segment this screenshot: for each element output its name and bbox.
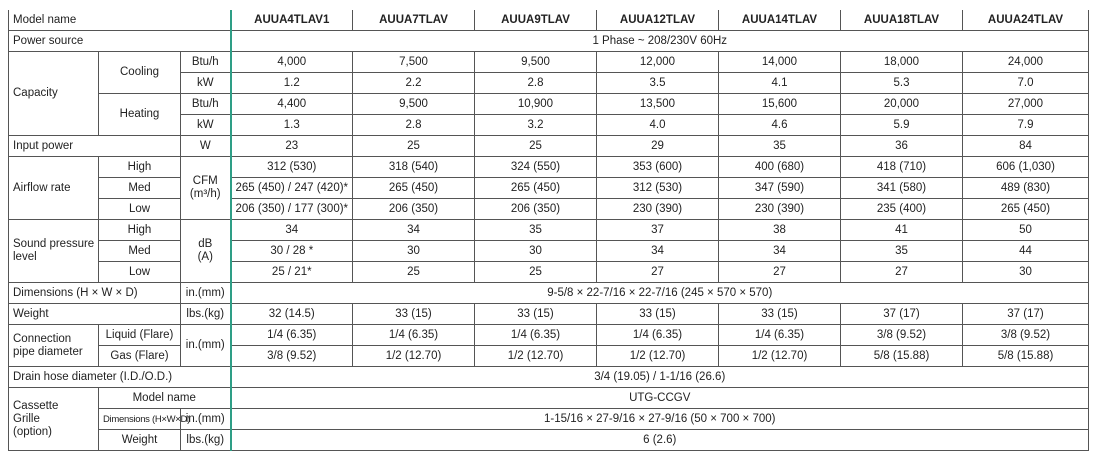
table-cell: 1/2 (12.70) xyxy=(597,346,719,367)
liquid-label: Liquid (Flare) xyxy=(99,325,181,346)
heating-btu-row xyxy=(9,94,1089,115)
power-source-value: 1 Phase ~ 208/230V 60Hz xyxy=(231,31,1089,52)
table-cell: 265 (450) / 247 (420)* xyxy=(231,178,353,199)
sound-label-line2: level xyxy=(13,251,37,263)
table-cell: 1/4 (6.35) xyxy=(719,325,841,346)
table-cell: 1/4 (6.35) xyxy=(475,325,597,346)
table-cell: 12,000 xyxy=(597,52,719,73)
table-cell: 3/8 (9.52) xyxy=(841,325,963,346)
unit-cell: Btu/h xyxy=(181,94,231,115)
cooling-btu-row xyxy=(9,52,1089,73)
table-cell: 33 (15) xyxy=(475,304,597,325)
drain-label: Drain hose diameter (I.D./O.D.) xyxy=(9,367,231,388)
table-cell: 25 xyxy=(353,136,475,157)
table-cell: 20,000 xyxy=(841,94,963,115)
table-cell: 36 xyxy=(841,136,963,157)
table-cell: 265 (450) xyxy=(475,178,597,199)
grille-dimensions-label: Dimensions (H×W×D) xyxy=(99,409,181,430)
table-cell: 341 (580) xyxy=(841,178,963,199)
table-cell: 5.9 xyxy=(841,115,963,136)
airflow-unit-bottom: (m³/h) xyxy=(189,188,221,200)
dimensions-label: Dimensions (H × W × D) xyxy=(9,283,181,304)
grille-model-row xyxy=(9,388,1089,409)
table-cell: 35 xyxy=(475,220,597,241)
grille-label-line1: Cassette xyxy=(13,399,59,412)
dimensions-value: 9-5/8 × 22-7/16 × 22-7/16 (245 × 570 × 570) xyxy=(231,283,1089,304)
table-cell: 9,500 xyxy=(353,94,475,115)
table-cell: 30 xyxy=(353,241,475,262)
airflow-low-row xyxy=(9,199,1089,220)
table-cell: 230 (390) xyxy=(597,199,719,220)
table-cell: 27 xyxy=(841,262,963,283)
table-cell: 27,000 xyxy=(963,94,1089,115)
table-cell: 34 xyxy=(231,220,353,241)
drain-row xyxy=(9,367,1089,388)
table-cell: 3.2 xyxy=(475,115,597,136)
airflow-unit xyxy=(181,157,231,220)
unit-cell: W xyxy=(181,136,231,157)
model-header: AUUA14TLAV xyxy=(719,10,841,31)
unit-cell: in.(mm) xyxy=(181,283,231,304)
table-cell: 347 (590) xyxy=(719,178,841,199)
table-cell: 1.2 xyxy=(231,73,353,94)
sound-label-line1: Sound pressure xyxy=(13,238,95,250)
table-cell: 18,000 xyxy=(841,52,963,73)
table-cell: 84 xyxy=(963,136,1089,157)
sound-unit-bottom: (A) xyxy=(197,251,213,263)
input-power-row xyxy=(9,136,1089,157)
dimensions-row xyxy=(9,283,1089,304)
table-cell: 9,500 xyxy=(475,52,597,73)
table-cell: 606 (1,030) xyxy=(963,157,1089,178)
grille-weight-label: Weight xyxy=(99,430,181,451)
table-cell: 206 (350) / 177 (300)* xyxy=(231,199,353,220)
sound-low-row xyxy=(9,262,1089,283)
table-cell: 7.0 xyxy=(963,73,1089,94)
sound-label xyxy=(9,220,99,283)
grille-model-label: Model name xyxy=(99,388,231,409)
table-cell: 33 (15) xyxy=(719,304,841,325)
table-cell: 1/2 (12.70) xyxy=(475,346,597,367)
table-cell: 1/4 (6.35) xyxy=(231,325,353,346)
cooling-label: Cooling xyxy=(99,52,181,94)
unit-cell: lbs.(kg) xyxy=(181,430,231,451)
table-cell: 318 (540) xyxy=(353,157,475,178)
airflow-high-row xyxy=(9,157,1089,178)
table-cell: 4,000 xyxy=(231,52,353,73)
unit-cell: Btu/h xyxy=(181,52,231,73)
spec-table xyxy=(8,10,1089,451)
airflow-label: Airflow rate xyxy=(9,157,99,220)
table-cell: 265 (450) xyxy=(963,199,1089,220)
table-cell: 34 xyxy=(719,241,841,262)
table-cell: 50 xyxy=(963,220,1089,241)
table-cell: 1/4 (6.35) xyxy=(353,325,475,346)
airflow-med-row xyxy=(9,178,1089,199)
grille-label-line2: Grille xyxy=(13,412,40,425)
table-cell: 34 xyxy=(597,241,719,262)
table-cell: 312 (530) xyxy=(597,178,719,199)
table-cell: 34 xyxy=(353,220,475,241)
grille-dimensions-value: 1-15/16 × 27-9/16 × 27-9/16 (50 × 700 × 700) xyxy=(231,409,1089,430)
table-cell: 24,000 xyxy=(963,52,1089,73)
table-cell: 3/8 (9.52) xyxy=(963,325,1089,346)
table-cell: 25 xyxy=(475,136,597,157)
table-cell: 38 xyxy=(719,220,841,241)
sound-med-row xyxy=(9,241,1089,262)
level-label: Low xyxy=(99,199,181,220)
sound-unit xyxy=(181,220,231,283)
level-label: High xyxy=(99,157,181,178)
connection-label-line1: Connection xyxy=(13,332,72,345)
grille-label-line3: (option) xyxy=(13,425,52,438)
table-cell: 35 xyxy=(719,136,841,157)
table-cell: 13,500 xyxy=(597,94,719,115)
table-cell: 265 (450) xyxy=(353,178,475,199)
model-header: AUUA7TLAV xyxy=(353,10,475,31)
sound-high-row xyxy=(9,220,1089,241)
model-name-label: Model name xyxy=(9,10,231,31)
connection-label-line2: pipe diameter xyxy=(13,345,83,358)
unit-cell: lbs.(kg) xyxy=(181,304,231,325)
table-cell: 25 xyxy=(475,262,597,283)
unit-cell: kW xyxy=(181,73,231,94)
table-cell: 32 (14.5) xyxy=(231,304,353,325)
gas-row xyxy=(9,346,1089,367)
table-cell: 30 xyxy=(963,262,1089,283)
liquid-row xyxy=(9,325,1089,346)
table-cell: 5/8 (15.88) xyxy=(841,346,963,367)
table-cell: 23 xyxy=(231,136,353,157)
table-cell: 5.3 xyxy=(841,73,963,94)
model-header: AUUA12TLAV xyxy=(597,10,719,31)
table-cell: 324 (550) xyxy=(475,157,597,178)
power-source-label: Power source xyxy=(9,31,231,52)
table-cell: 14,000 xyxy=(719,52,841,73)
table-cell: 44 xyxy=(963,241,1089,262)
table-cell: 4.6 xyxy=(719,115,841,136)
model-header: AUUA9TLAV xyxy=(475,10,597,31)
table-cell: 235 (400) xyxy=(841,199,963,220)
table-cell: 33 (15) xyxy=(353,304,475,325)
table-cell: 489 (830) xyxy=(963,178,1089,199)
unit-cell: kW xyxy=(181,115,231,136)
table-cell: 7.9 xyxy=(963,115,1089,136)
table-cell: 3.5 xyxy=(597,73,719,94)
table-cell: 400 (680) xyxy=(719,157,841,178)
table-cell: 30 xyxy=(475,241,597,262)
grille-model-value: UTG-CCGV xyxy=(231,388,1089,409)
table-cell: 27 xyxy=(597,262,719,283)
table-cell: 2.2 xyxy=(353,73,475,94)
unit-cell: in.(mm) xyxy=(181,325,231,367)
model-header: AUUA4TLAV1 xyxy=(231,10,353,31)
table-cell: 37 xyxy=(597,220,719,241)
grille-weight-value: 6 (2.6) xyxy=(231,430,1089,451)
table-cell: 37 (17) xyxy=(841,304,963,325)
table-cell: 206 (350) xyxy=(475,199,597,220)
heating-label: Heating xyxy=(99,94,181,136)
sound-unit-top: dB xyxy=(198,238,213,250)
model-header: AUUA24TLAV xyxy=(963,10,1089,31)
table-cell: 1.3 xyxy=(231,115,353,136)
grille-dimensions-row xyxy=(9,409,1089,430)
level-label: Med xyxy=(99,241,181,262)
table-cell: 312 (530) xyxy=(231,157,353,178)
table-cell: 30 / 28 * xyxy=(231,241,353,262)
weight-label: Weight xyxy=(9,304,181,325)
table-cell: 15,600 xyxy=(719,94,841,115)
table-cell: 41 xyxy=(841,220,963,241)
level-label: High xyxy=(99,220,181,241)
table-cell: 2.8 xyxy=(475,73,597,94)
model-header: AUUA18TLAV xyxy=(841,10,963,31)
table-cell: 29 xyxy=(597,136,719,157)
airflow-unit-top: CFM xyxy=(192,175,218,187)
table-cell: 418 (710) xyxy=(841,157,963,178)
table-cell: 35 xyxy=(841,241,963,262)
connection-label xyxy=(9,325,99,367)
table-cell: 1/2 (12.70) xyxy=(719,346,841,367)
table-cell: 353 (600) xyxy=(597,157,719,178)
drain-value: 3/4 (19.05) / 1-1/16 (26.6) xyxy=(231,367,1089,388)
power-source-row xyxy=(9,31,1089,52)
table-cell: 10,900 xyxy=(475,94,597,115)
table-cell: 1/4 (6.35) xyxy=(597,325,719,346)
table-cell: 4.0 xyxy=(597,115,719,136)
header-row xyxy=(9,10,1089,31)
table-cell: 2.8 xyxy=(353,115,475,136)
table-cell: 37 (17) xyxy=(963,304,1089,325)
level-label: Low xyxy=(99,262,181,283)
gas-label: Gas (Flare) xyxy=(99,346,181,367)
unit-cell: in.(mm) xyxy=(181,409,231,430)
table-cell: 7,500 xyxy=(353,52,475,73)
table-cell: 25 xyxy=(353,262,475,283)
table-cell: 230 (390) xyxy=(719,199,841,220)
table-cell: 1/2 (12.70) xyxy=(353,346,475,367)
table-cell: 3/8 (9.52) xyxy=(231,346,353,367)
table-cell: 25 / 21* xyxy=(231,262,353,283)
table-cell: 4,400 xyxy=(231,94,353,115)
grille-weight-row xyxy=(9,430,1089,451)
capacity-label: Capacity xyxy=(9,52,99,136)
table-cell: 33 (15) xyxy=(597,304,719,325)
table-cell: 27 xyxy=(719,262,841,283)
table-cell: 4.1 xyxy=(719,73,841,94)
weight-row xyxy=(9,304,1089,325)
grille-label xyxy=(9,388,99,451)
input-power-label: Input power xyxy=(9,136,181,157)
table-cell: 5/8 (15.88) xyxy=(963,346,1089,367)
table-cell: 206 (350) xyxy=(353,199,475,220)
level-label: Med xyxy=(99,178,181,199)
